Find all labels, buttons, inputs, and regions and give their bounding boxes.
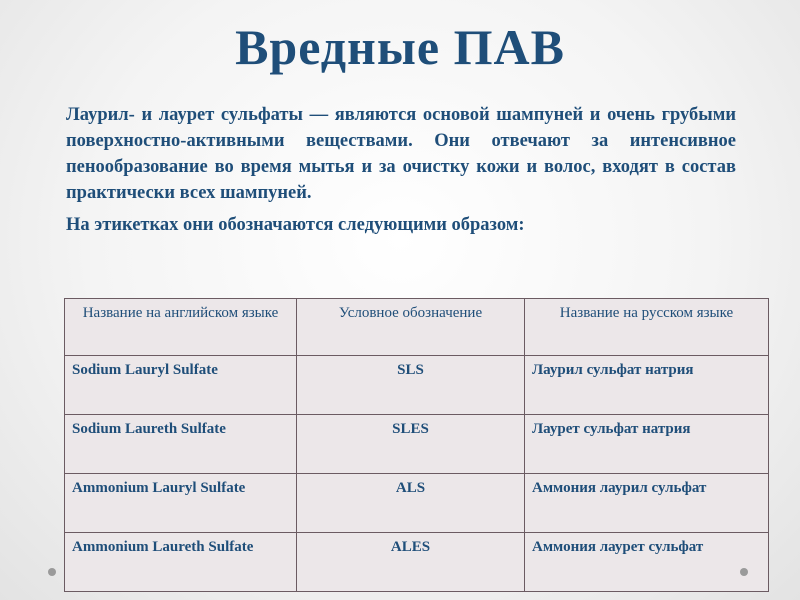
table-row <box>65 533 769 592</box>
header-abbreviation: Условное обозначение <box>297 299 525 356</box>
cell-english-name: Sodium Lauryl Sulfate <box>65 356 297 415</box>
cell-english-name: Sodium Laureth Sulfate <box>65 415 297 474</box>
header-russian-name: Название на русском языке <box>525 299 769 356</box>
cell-abbreviation: ALS <box>297 474 525 533</box>
cell-english-name: Ammonium Laureth Sulfate <box>65 533 297 592</box>
table-row <box>65 474 769 533</box>
surfactants-table <box>64 298 769 592</box>
slide-title: Вредные ПАВ <box>235 19 565 75</box>
cell-russian-name: Лаурет сульфат натрия <box>525 415 769 474</box>
table-header-row <box>65 299 769 356</box>
table-row <box>65 415 769 474</box>
slide-body <box>66 102 736 238</box>
intro-paragraph: Лаурил- и лаурет сульфаты — являются основой шампуней и очень грубыми поверхностно-активными веществами. Они отвечают за интенсивное пенообразование во время мытья и за очистку кожи и волос, входят в состав практически всех шампуней. <box>66 105 736 203</box>
header-english-name: Название на английском языке <box>65 299 297 356</box>
table-row <box>65 356 769 415</box>
cell-abbreviation: SLS <box>297 356 525 415</box>
cell-abbreviation: ALES <box>297 533 525 592</box>
decorative-dot-left <box>48 568 56 576</box>
cell-english-name: Ammonium Lauryl Sulfate <box>65 474 297 533</box>
cell-russian-name: Аммония лаурет сульфат <box>525 533 769 592</box>
label-paragraph: На этикетках они обозначаются следующими образом: <box>66 215 525 235</box>
decorative-dot-right <box>740 568 748 576</box>
cell-russian-name: Лаурил сульфат натрия <box>525 356 769 415</box>
cell-russian-name: Аммония лаурил сульфат <box>525 474 769 533</box>
cell-abbreviation: SLES <box>297 415 525 474</box>
